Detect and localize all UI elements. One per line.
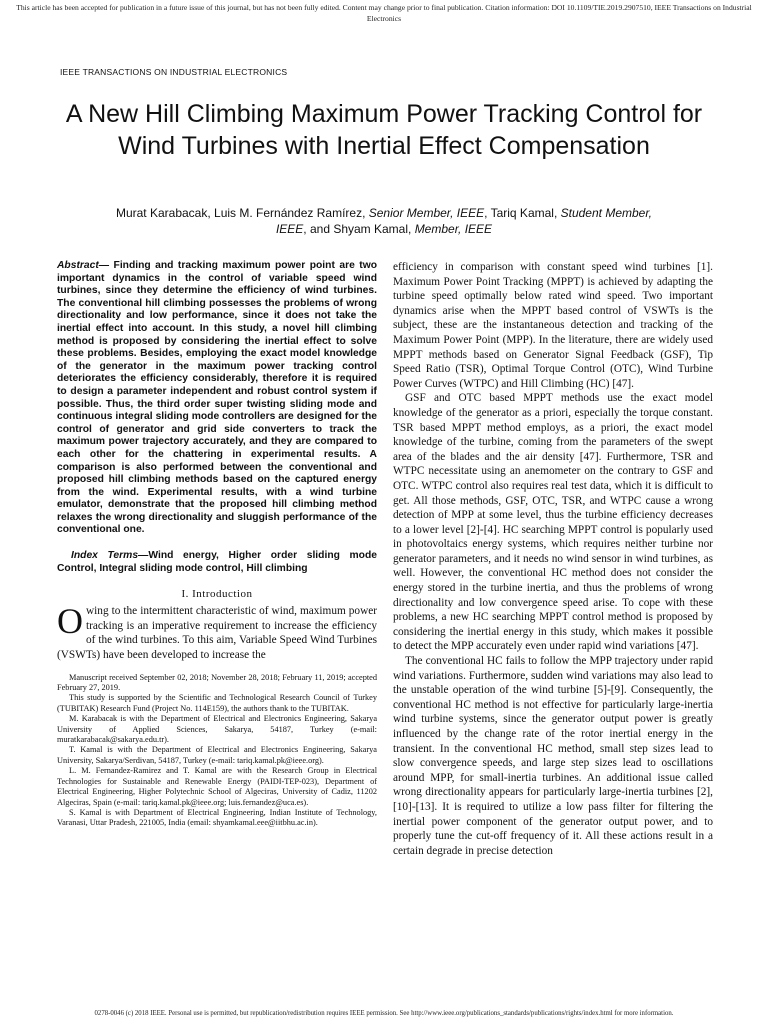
- footnotes: [57, 673, 377, 829]
- abstract-text: — Finding and tracking maximum power point are two important dynamics in the control of variable speed wind turbines, since they determine the efficiency of wind turbines. The conventional hill climbing possesses the problems of wrong directionality and low performance, since it does not take the inertial effect into account. In this study, a novel hill climbing method is proposed by considering the inertial effect to solve these problems. Besides, employing the exact model knowledge of the generator in the maximum power tracking control deteriorates the efficiency considerably, therefore it is required to design a parameter independent and robust control system if possible. Thus, the third order super twisting sliding mode and continuous integral sliding mode controllers are designed for the control of generator and grid side converters to track the maximum power trajectory accurately, and they are compared to each other for the chattering in experimental results. A comparison is also performed between the conventional and proposed hill climbing methods based on the captured energy from the wind. Experimental results, with a wind turbine emulator, demonstrate that the proposed hill climbing method relaxes the wrong directionality and sluggish performance of the conventional one.: [57, 260, 377, 536]
- author-names-3: , and Shyam Kamal,: [303, 222, 415, 236]
- copyright-footer: 0278-0046 (c) 2018 IEEE. Personal use is permitted, but republication/redistribution requires IEEE permission. See http://www.ieee.org/publications_standards/publications/rights/index.html for more information.: [94, 1010, 674, 1017]
- footnote-funding: This study is supported by the Scientific and Technological Research Council of Turkey (TUBITAK) Research Fund (Project No. 114E159), the authors thank to the TUBITAK.: [57, 693, 377, 713]
- right-column: [393, 260, 713, 858]
- journal-name: IEEE TRANSACTIONS ON INDUSTRIAL ELECTRONICS: [60, 67, 288, 77]
- author-role-1: Senior Member, IEEE: [368, 206, 485, 220]
- intro-paragraph-1-continued: efficiency in comparison with constant speed wind turbines [1]. Maximum Power Point Tracking (MPPT) is achieved by adapting the turbine speed optimally below rated wind speed. Two important dynamics arise when the MPPT based control of VSWTs is the subject, these are the instantaneous detection and tracking of the Maximum Power Point (MPP). In the literature, there are widely used MPPT methods based on Generator Signal Feedback (GSF), Tip Speed Ratio (TSR), Optimal Torque Control (OTC), Wind Turbine Power Curves (WTPC) and Hill Climbing (HC) [47].: [393, 261, 713, 390]
- footnote-author-fernandez: L. M. Fernandez-Ramirez and T. Kamal are with the Research Group in Electrical Technologies for Sustainable and Renewable Energy (PAIDI-TEP-023), Department of Electrical Engineering, Higher Polytechnic School of Algeciras, University of Cadiz, 11202 Algeciras, Spain (e-mail: tariq.kamal.pk@ieee.org; luis.fernandez@uca.es).: [57, 766, 377, 807]
- paper-title: A New Hill Climbing Maximum Power Tracking Control for Wind Turbines with Inertial Effect Compensation: [65, 100, 703, 160]
- publication-notice: This article has been accepted for publication in a future issue of this journal, but has not been fully edited. Content may change prior to final publication. Citation information: DOI 10.1109/TIE.2019.2907510, IEEE Transactions on Industrial Electronics: [16, 3, 752, 23]
- index-terms-label: Index Terms: [71, 550, 139, 562]
- intro-paragraph-2: GSF and OTC based MPPT methods use the exact model knowledge of the generator as a priori, especially the torque constant. TSR based MPPT method employs, as a priori, the exact model knowledge of the turbine, coming from the parameters of the swept area of the blades and the air density [47]. Furthermore, TSR and WTPC necessitate using an anemometer on the contrary to GSF and OTC. WTPC control also requires real test data, which it is difficult to get. All those methods, GSF, OTC, TSR, and WTPC cause a wrong detection of MPP at some level, thus the turbine efficiency decreases to a lower level [2]-[4]. HC searching MPPT control is popularly used in photovoltaics energy systems, which requires neither turbine nor generator parameters, and it needs no wind sensor in wind turbines, as well. However, the conventional HC method does not consider the energy stored in the turbine inertia, and thus the problems of wrong directionality and low convergence speed arise. To cope with these problems, a new HC searching MPPT control method is proposed by considering the inertial energy in this study, which makes it possible to detect the MPP accurately even under rapid wind variations [47].: [393, 392, 713, 653]
- left-column: [57, 260, 377, 829]
- author-names-1: Murat Karabacak, Luis M. Fernández Ramírez,: [115, 206, 369, 220]
- footnote-author-kamal-t: T. Kamal is with the Department of Electrical and Electronics Engineering, Sakarya University, Sakarya/Serdivan, 54187, Turkey (e-mail: tariq.kamal.pk@ieee.org).: [57, 745, 377, 765]
- index-terms-text: —Wind energy, Higher order sliding mode Control, Integral sliding mode control, Hill climbing: [57, 550, 377, 574]
- intro-paragraph-1-text: wing to the intermittent characteristic of wind, maximum power tracking is an imperative requirement to increase the efficiency of the wind turbines. To this aim, Variable Speed Wind Turbines (VSWTs) have been developed to increase the: [57, 605, 377, 662]
- abstract-label: Abstract: [57, 260, 99, 271]
- section-heading-introduction: I. Introduction: [181, 588, 253, 601]
- footnote-author-karabacak: M. Karabacak is with the Department of Electrical and Electronics Engineering, Sakarya University of Applied Sciences, Sakarya, 54187, Turkey (e-mail: muratkarabacak@sakarya.edu.tr).: [57, 714, 377, 745]
- author-list: [100, 205, 668, 237]
- author-role-3: Member, IEEE: [414, 222, 493, 236]
- footnote-author-kamal-s: S. Kamal is with Department of Electrical Engineering, Indian Institute of Technology, Varanasi, Uttar Pradesh, 221005, India (email: shyamkamal.eee@iitbhu.ac.in).: [57, 807, 377, 828]
- drop-cap: O: [57, 601, 83, 642]
- author-names-2: , Tariq Kamal,: [484, 206, 561, 220]
- footnote-manuscript: Manuscript received September 02, 2018; November 28, 2018; February 11, 2019; accepted February 27, 2019.: [57, 672, 377, 693]
- abstract: [57, 260, 377, 537]
- intro-paragraph-3: The conventional HC fails to follow the MPP trajectory under rapid wind variations. Furthermore, sudden wind variations may also lead to the unstable operation of the wind turbine [5]-[9]. Consequently, the conventional HC method is not effective for particularly large-inertia wind turbine systems, since the generator output power is greatly influenced by the change rate of the rotor inertial energy in the transient. In the conventional HC method, small step sizes lead to slow convergence speeds, and large step sizes lead to oscillations around MPP, for small-inertia turbines. An additional issue called wrong directionality appears for particularly large-inertia turbines [2], [10]-[13]. It is required to utilize a low pass filter for filtering the inertial power component of the generator output power, and to properly tune the cut-off frequency of it. All these actions result in a certain degrade in precise detection: [393, 655, 713, 857]
- index-terms: [57, 550, 377, 575]
- author-role-2: Student Member, IEEE: [275, 206, 653, 236]
- intro-paragraph-1: [57, 601, 377, 662]
